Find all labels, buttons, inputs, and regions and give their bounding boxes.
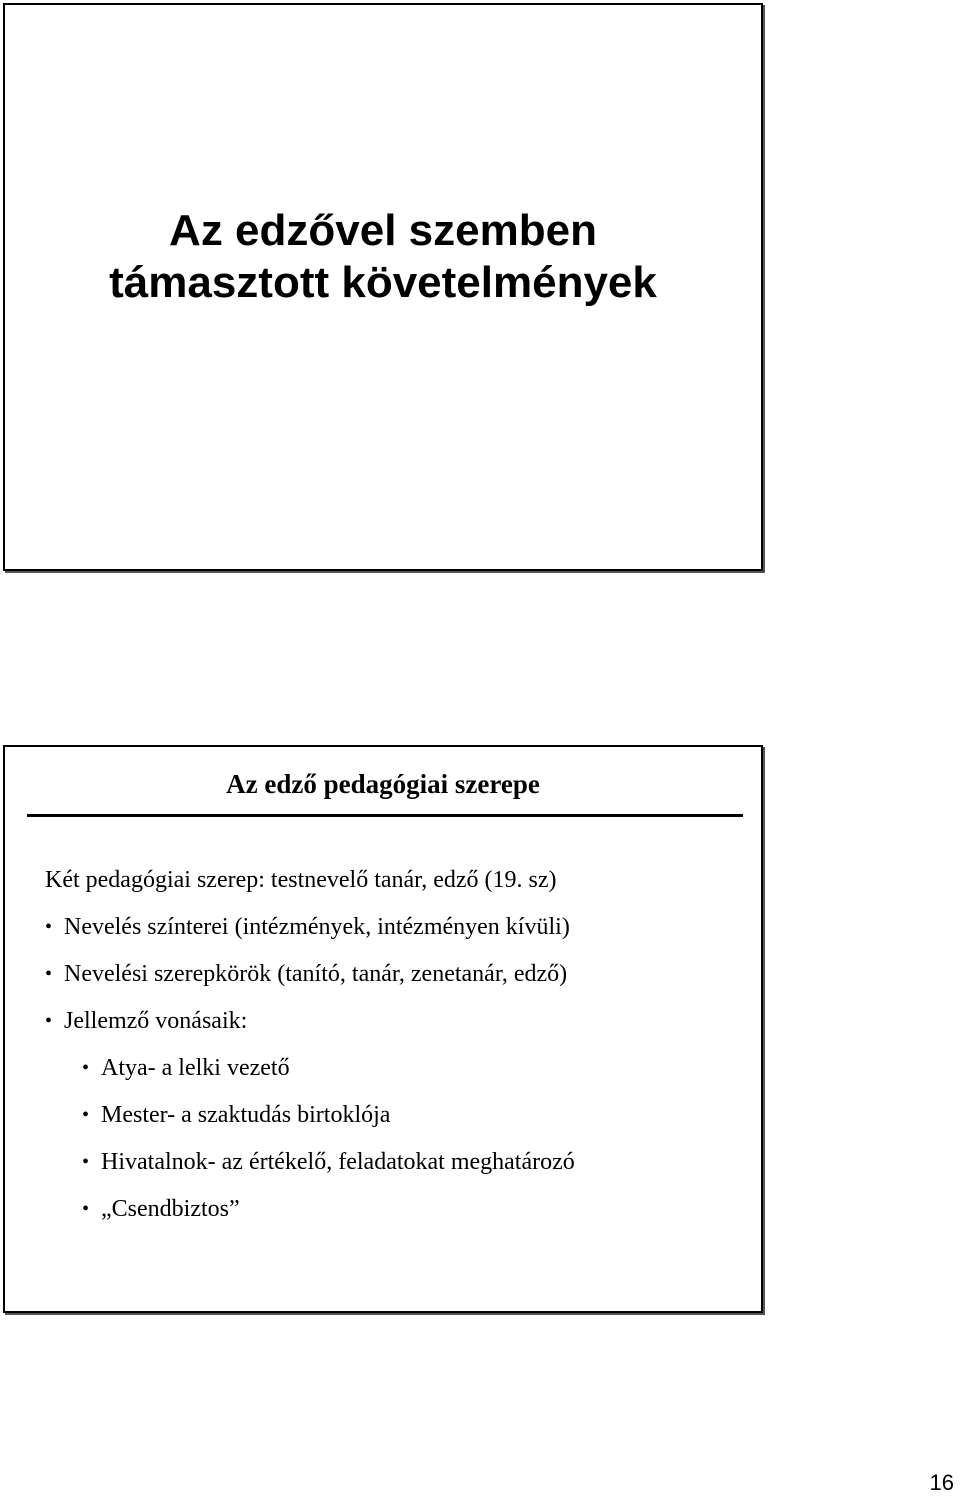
sub-list-item [45, 1053, 751, 1100]
list-item-text: Nevelési szerepkörök (tanító, tanár, zenetanár, edző) [64, 961, 568, 987]
sub-list-item-text: Hivatalnok- az értékelő, feladatokat meghatározó [101, 1149, 575, 1175]
slide-1 [3, 3, 763, 571]
list-item [45, 959, 751, 1006]
bullet-icon: • [45, 963, 53, 985]
bullet-icon: • [45, 1010, 53, 1032]
sub-list-item-text: Atya- a lelki vezető [101, 1055, 290, 1081]
list-item-text: Jellemző vonásaik: [64, 1008, 248, 1034]
page-number: 16 [929, 1470, 954, 1495]
sub-list-item [45, 1100, 751, 1147]
slide-1-title [5, 205, 761, 309]
bullet-icon: • [82, 1104, 90, 1126]
slide-2-title: Az edző pedagógiai szerepe [226, 769, 540, 799]
sub-list-item-text: „Csendbiztos” [101, 1196, 240, 1222]
intro-text: Két pedagógiai szerep: testnevelő tanár, edző (19. sz) [45, 867, 557, 893]
bullet-icon: • [82, 1057, 90, 1079]
bullet-icon: • [82, 1198, 90, 1220]
bullet-icon: • [82, 1151, 90, 1173]
slide-1-title-line-2: támasztott követelmények [109, 258, 657, 307]
title-underline [27, 814, 743, 817]
bullet-icon: • [45, 916, 53, 938]
list-item [45, 1006, 751, 1053]
list-item [45, 912, 751, 959]
slide-2 [3, 745, 763, 1313]
slide-1-title-line-1: Az edzővel szemben [169, 206, 597, 255]
sub-list-item [45, 1147, 751, 1194]
sub-list-item-text: Mester- a szaktudás birtoklója [101, 1102, 391, 1128]
sub-list-item [45, 1194, 751, 1241]
slide-2-body [45, 865, 751, 1241]
list-item-text: Nevelés színterei (intézmények, intézményen kívüli) [64, 914, 570, 940]
